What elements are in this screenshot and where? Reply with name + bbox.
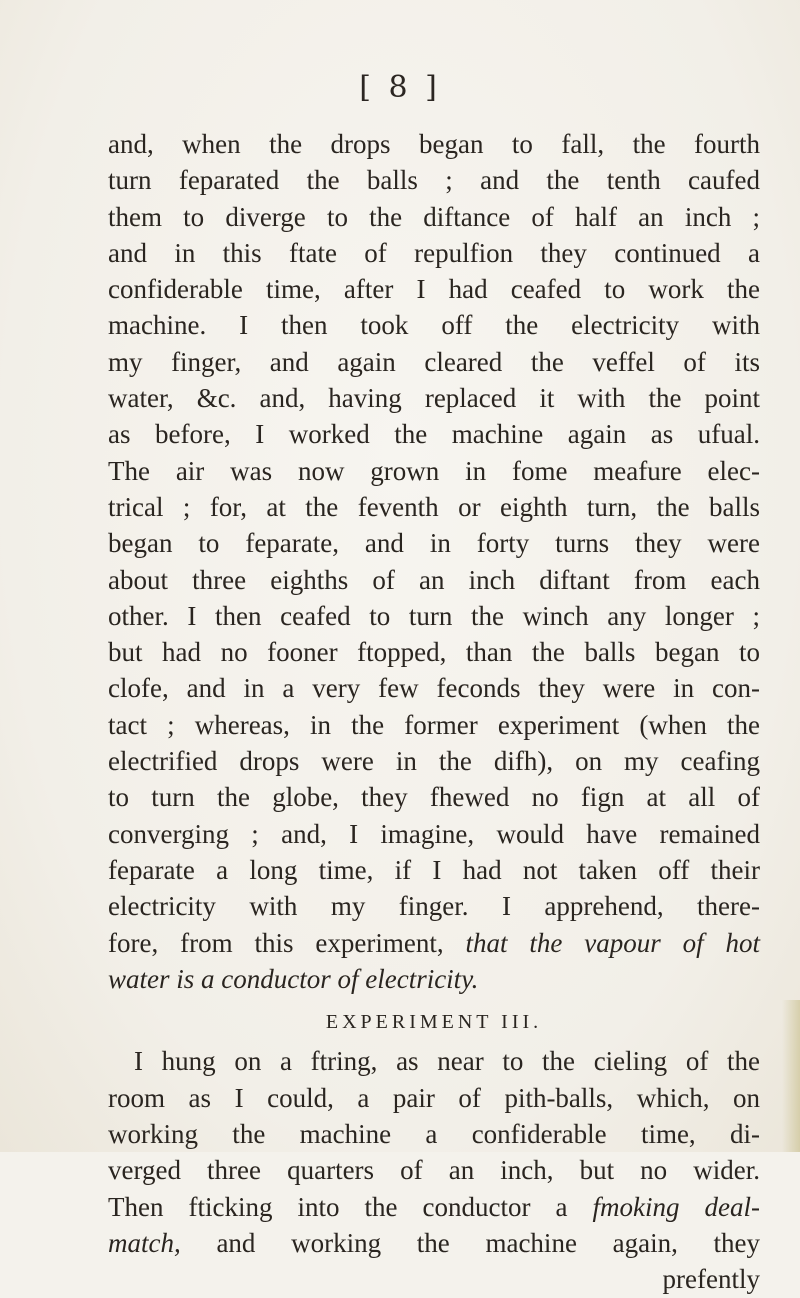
text-line: electrified drops were in the difh), on my ceafing [108,746,760,777]
text-line: and, when the drops began to fall, the fourth [108,129,760,159]
italic-conclusion: that the vapour of hot [465,927,760,958]
text-line: turn feparated the balls ; and the tenth caufed [108,165,760,196]
italic-phrase: fmoking deal- [592,1191,761,1222]
text-segment: fore, from this experiment, [108,927,444,958]
text-line: my finger, and again cleared the veffel of its [108,346,760,377]
text-line: clofe, and in a very few feconds they were in con- [108,673,760,704]
text-line: electricity with my finger. I apprehend, there- [108,891,760,922]
section-heading: EXPERIMENT III. [325,1011,543,1034]
text-line: room as I could, a pair of pith-balls, which, on [108,1082,760,1113]
body-text [108,126,760,1298]
text-line: water, &c. and, having replaced it with the point [108,383,760,414]
text-line: machine. I then took off the electricity with [108,310,760,341]
page-number-header: [ 8 ] [359,70,441,105]
text-line: verged three quarters of an inch, but no wider. [108,1155,760,1186]
catchword: prefently [662,1264,760,1295]
text-line: them to diverge to the diftance of half an inch ; [108,201,760,232]
text-line: trical ; for, at the feventh or eighth turn, the balls [108,491,760,522]
text-line-italic [108,961,760,997]
text-segment: and working the machine again, they [216,1227,761,1258]
text-line: and in this ftate of repulfion they continued a [108,237,760,268]
text-line: to turn the globe, they fhewed no fign at all of [108,782,760,813]
text-line: The air was now grown in fome meafure elec- [108,455,760,486]
text-line: converging ; and, I imagine, would have remained [108,818,760,849]
text-line: tact ; whereas, in the former experiment (when the [108,709,760,740]
text-line: feparate a long time, if I had not taken off their [108,854,760,885]
text-line-mixed [108,1225,760,1261]
text-line: began to feparate, and in forty turns they were [108,528,760,559]
text-line-mixed [108,925,760,961]
page-edge-stain [782,1000,800,1152]
text-line: confiderable time, after I had ceafed to work the [108,274,760,305]
text-line: working the machine a confiderable time, di- [108,1119,760,1150]
italic-phrase: match, [108,1227,181,1258]
text-line: other. I then ceafed to turn the winch any longer ; [108,600,760,631]
text-line: I hung on a ftring, as near to the cieling of the [134,1046,760,1077]
text-line-mixed [108,1189,760,1225]
text-segment: Then fticking into the conductor a [108,1191,568,1222]
text-line: about three eighths of an inch diftant from each [108,564,760,595]
italic-conclusion-end: water is a conductor of electricity. [108,963,479,994]
text-line: but had no fooner ftopped, than the balls began to [108,637,760,668]
text-line: as before, I worked the machine again as ufual. [108,419,760,450]
